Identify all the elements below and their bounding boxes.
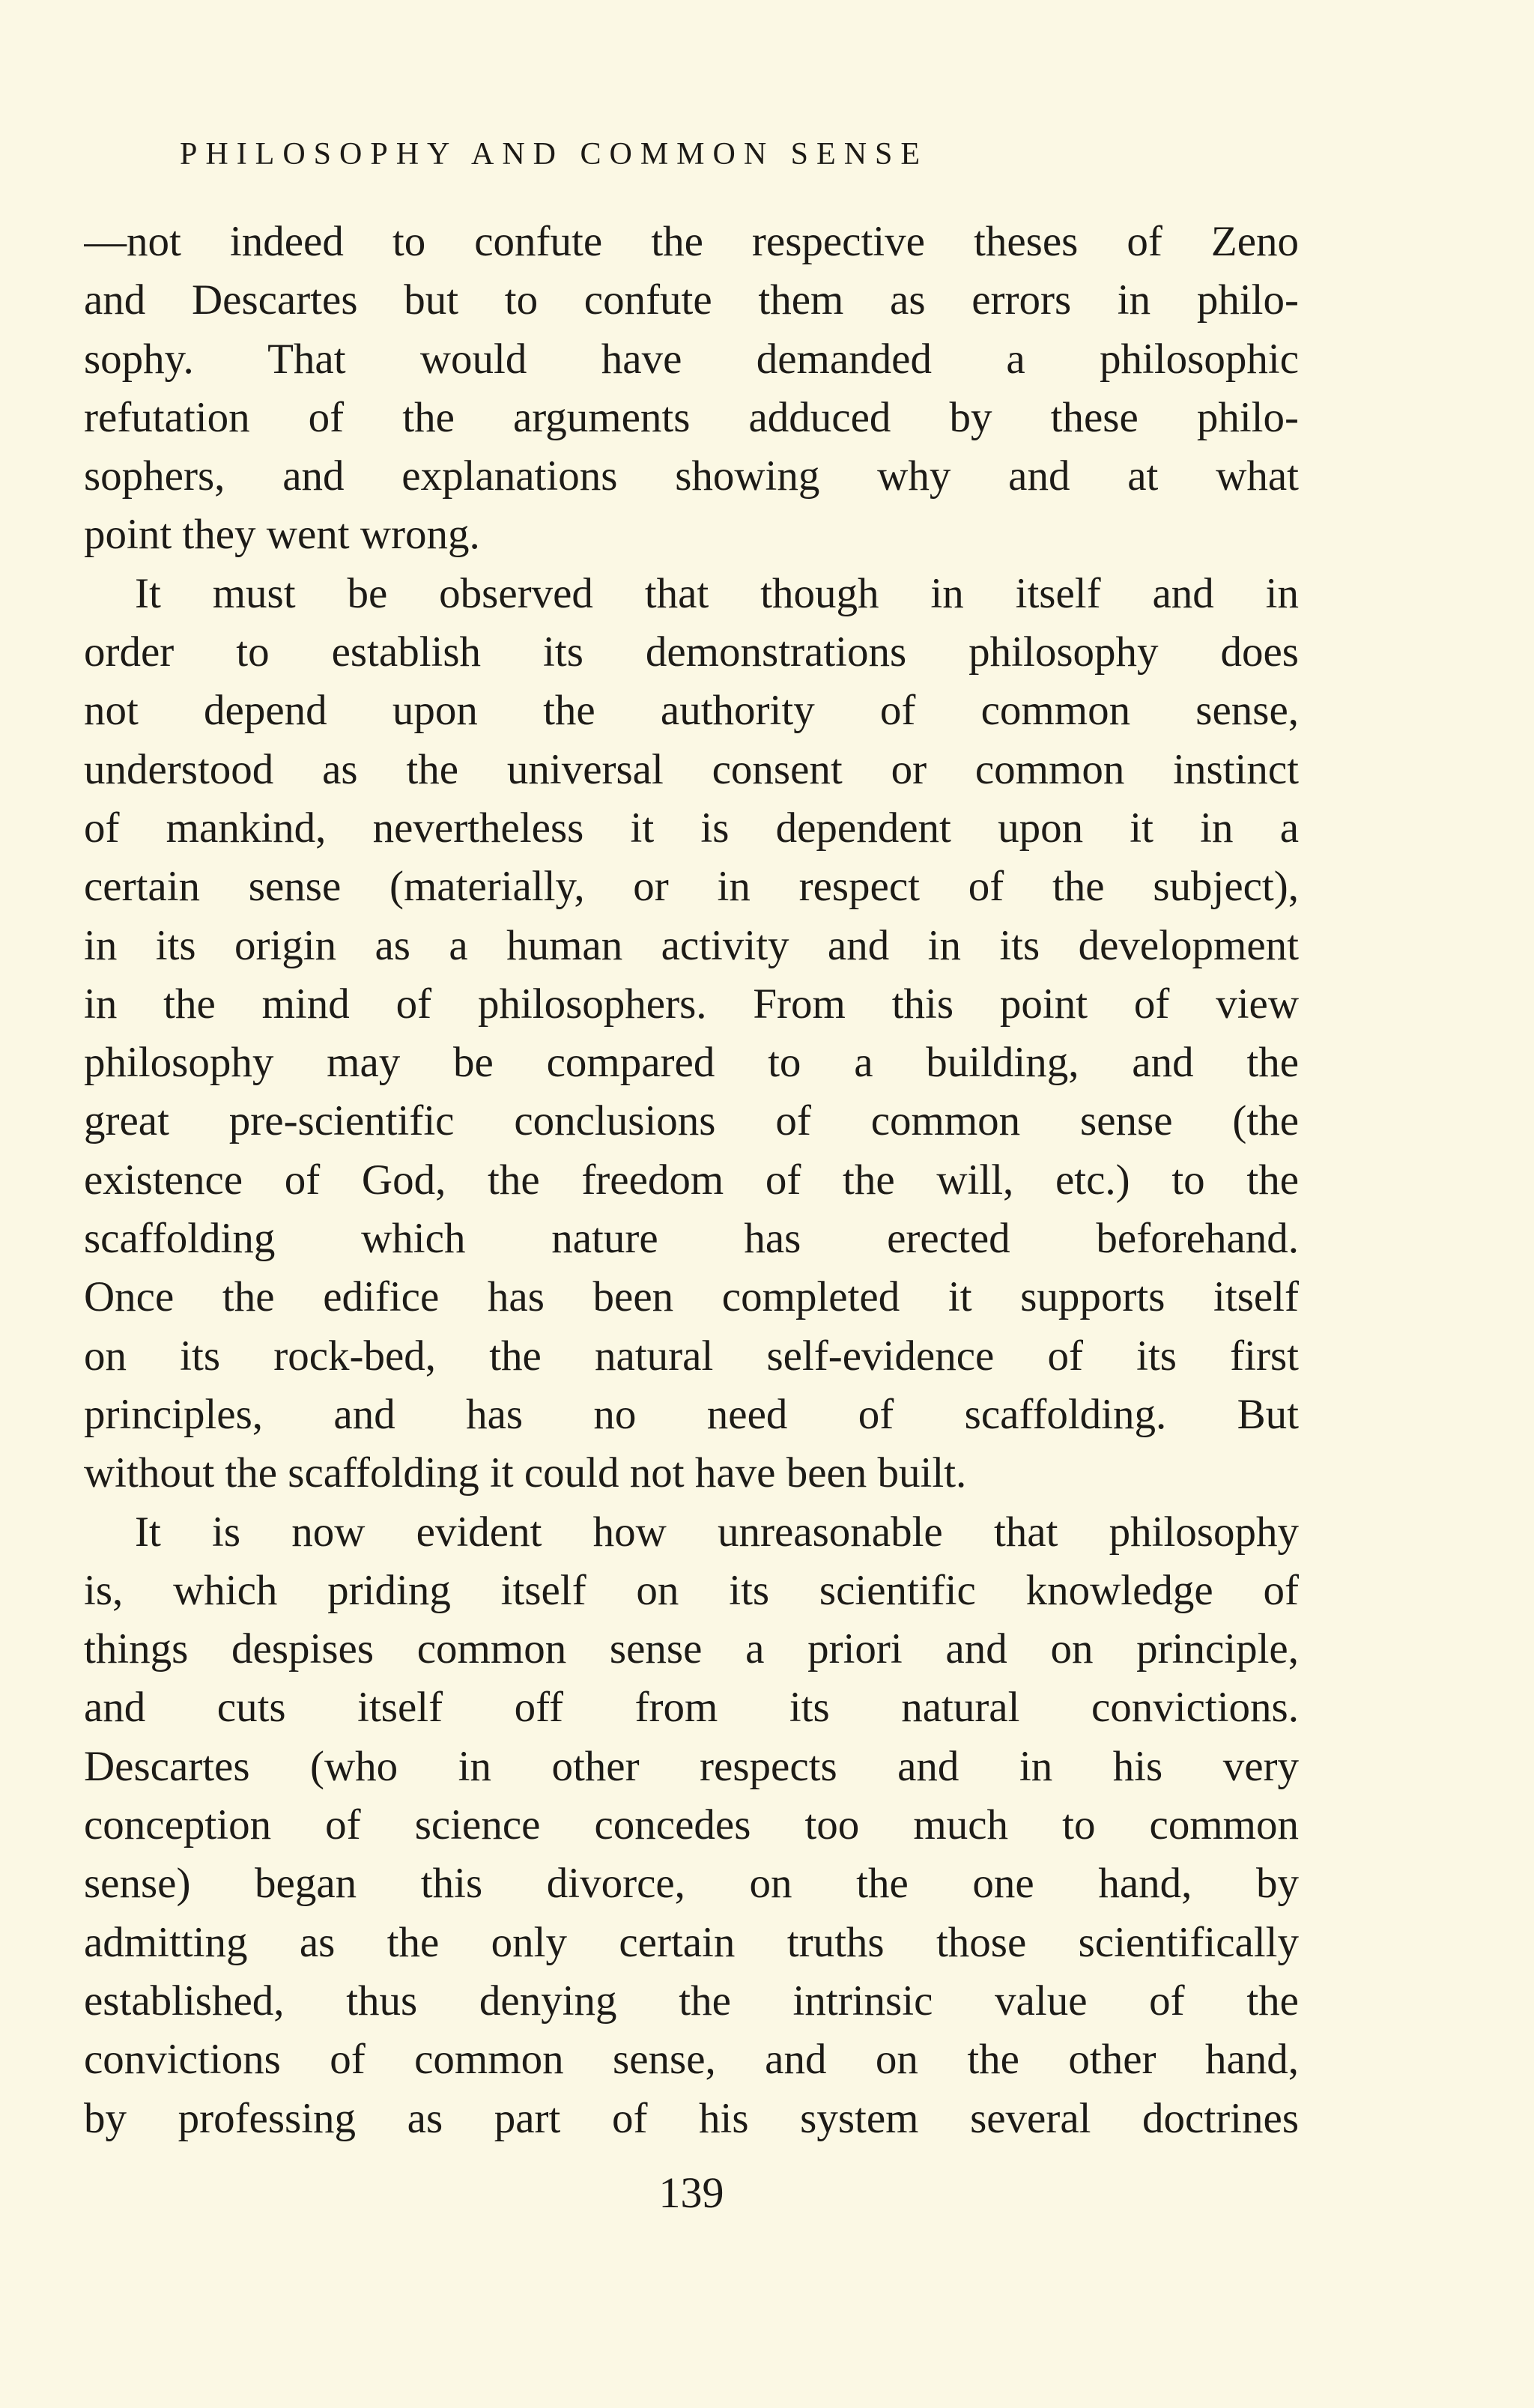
text-line: It is now evident how unreasonable that philosophy (135, 1508, 1299, 1556)
text-line: admitting as the only certain truths those scientifically (84, 1918, 1299, 1966)
text-line: It must be observed that though in itself and in (135, 569, 1299, 617)
text-line: refutation of the arguments adduced by these philo- (84, 393, 1299, 441)
text-line: point they went wrong. (84, 511, 480, 559)
text-line: sophers, and explanations showing why and at what (84, 452, 1299, 500)
text-line: and cuts itself off from its natural convictions. (84, 1684, 1299, 1732)
text-line: Once the edifice has been completed it supports itself (84, 1273, 1299, 1321)
text-line: existence of God, the freedom of the will, etc.) to the (84, 1156, 1299, 1204)
text-line: of mankind, nevertheless it is dependent upon it in a (84, 804, 1299, 852)
text-line: in the mind of philosophers. From this point of view (84, 980, 1299, 1028)
text-line: is, which priding itself on its scientific knowledge of (84, 1566, 1299, 1614)
text-line: certain sense (materially, or in respect of the subject), (84, 863, 1299, 911)
text-line: things despises common sense a priori and on principle, (84, 1625, 1299, 1673)
text-line: understood as the universal consent or common instinct (84, 745, 1299, 793)
text-line: sense) began this divorce, on the one hand, by (84, 1860, 1299, 1908)
text-line: without the scaffolding it could not have been built. (84, 1449, 967, 1497)
text-line: convictions of common sense, and on the other hand, (84, 2036, 1299, 2084)
text-line: sophy. That would have demanded a philosophic (84, 335, 1299, 383)
text-line: principles, and has no need of scaffolding. But (84, 1390, 1299, 1438)
text-line: great pre-scientific conclusions of common sense (the (84, 1097, 1299, 1145)
body-text (84, 213, 1299, 2148)
text-line: established, thus denying the intrinsic value of the (84, 1977, 1299, 2025)
text-line: on its rock-bed, the natural self-evidence of its first (84, 1332, 1299, 1380)
text-line: scaffolding which nature has erected beforehand. (84, 1215, 1299, 1263)
text-line: in its origin as a human activity and in its development (84, 921, 1299, 969)
text-line: not depend upon the authority of common sense, (84, 687, 1299, 735)
text-line: —not indeed to confute the respective theses of Zeno (84, 218, 1299, 265)
text-line: order to establish its demonstrations philosophy does (84, 628, 1299, 676)
page-number: 139 (658, 2168, 724, 2217)
text-line: philosophy may be compared to a building, and the (84, 1039, 1299, 1087)
running-head: PHILOSOPHY AND COMMON SENSE (180, 137, 929, 172)
text-line: by professing as part of his system several doctrines (84, 2094, 1299, 2142)
text-line: conception of science concedes too much to common (84, 1801, 1299, 1849)
text-line: and Descartes but to confute them as errors in philo- (84, 276, 1299, 324)
text-line: Descartes (who in other respects and in his very (84, 1742, 1299, 1790)
